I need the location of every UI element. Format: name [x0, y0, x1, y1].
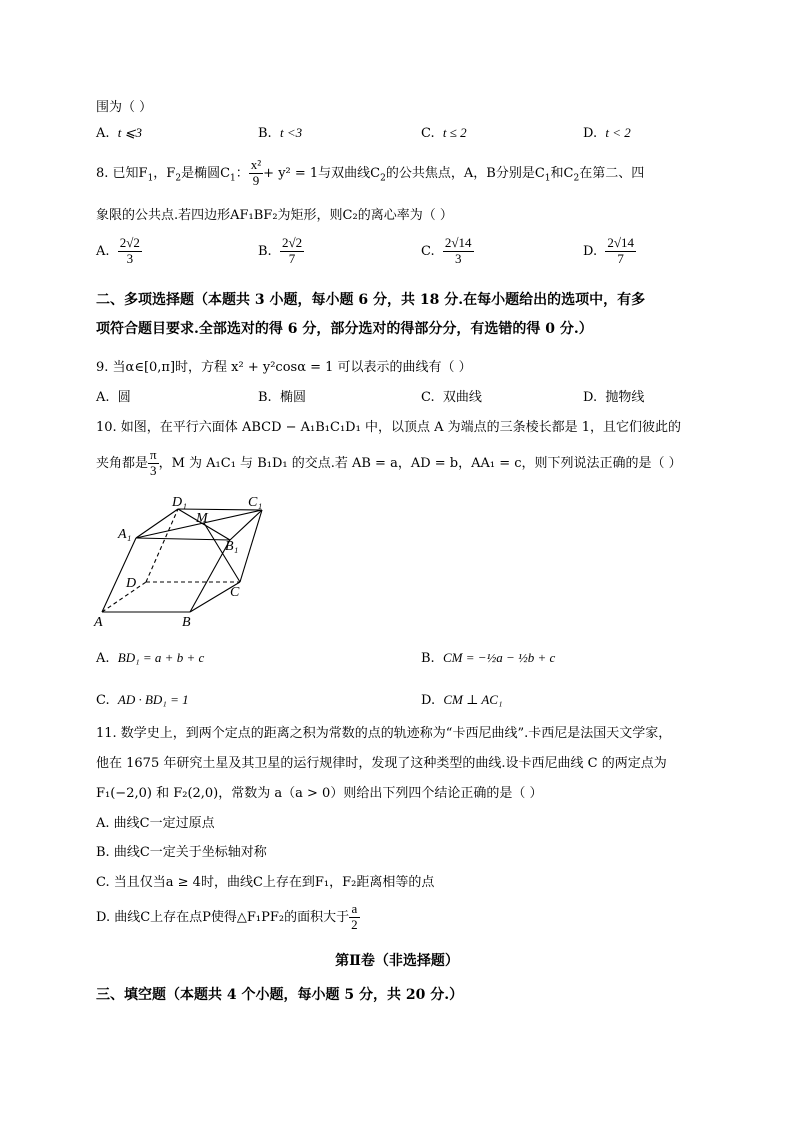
q11-option-c: C. 当且仅当a ≥ 4时，曲线C上存在到F₁，F₂距离相等的点 [96, 875, 435, 890]
q10-stem-line2: 夹角都是 $\frac{\pi}{3}$ ，M 为 A₁C₁ 与 B₁D₁ 的交点.若 AB = a，AD = b，AA₁ = c，则下列说法正确的是（ ） [96, 447, 682, 478]
label-C: C [230, 585, 240, 600]
q10-option-c: C. AD · BD₁ = 1 [96, 692, 189, 708]
q7-option-a: A. t ⩽3 [96, 125, 143, 141]
label-A: A [94, 615, 103, 630]
q9-option-c: C. 双曲线 [421, 390, 482, 405]
parallelepiped-figure [90, 492, 280, 632]
q10-option-b: B. CM = −½a − ½b + c [421, 650, 556, 666]
q7-tail: 围为（ ） [96, 100, 153, 115]
label-B1: B₁ [225, 539, 239, 554]
section3-heading: 三、填空题（本题共 4 个小题，每小题 5 分，共 20 分.） [96, 987, 464, 1003]
section2-heading-line1: 二、多项选择题（本题共 3 小题，每小题 6 分，共 18 分.在每小题给出的选项中，有多 [96, 292, 646, 308]
q11-option-d: D. 曲线C上存在点P使得△F₁PF₂的面积大于 $\frac{a}{2}$ [96, 901, 358, 932]
q11-option-b: B. 曲线C一定关于坐标轴对称 [96, 845, 267, 860]
q10-stem-line1: 10. 如图，在平行六面体 ABCD − A₁B₁C₁D₁ 中，以顶点 A 为端点的三条棱长都是 1，且它们彼此的 [96, 420, 681, 435]
edge-BB1 [190, 540, 230, 612]
label-C1: C₁ [248, 495, 263, 510]
label-A1: A₁ [118, 527, 132, 542]
q7-option-d: D. t < 2 [583, 125, 631, 141]
q9-stem: 9. 当α∈[0,π]时，方程 x² + y²cosα = 1 可以表示的曲线有（ ） [96, 360, 472, 375]
q8-option-d: D. $\frac{2√14}{7}$ [583, 235, 634, 266]
label-M: M [196, 511, 208, 526]
q8-option-b: B. $\frac{2√2}{7}$ [258, 235, 303, 266]
q8-option-a: A. $\frac{2√2}{3}$ [96, 235, 140, 266]
q10-option-a: A. BD₁ = a + b + c [96, 650, 205, 666]
label-D: D [126, 576, 137, 591]
section2-heading-line2: 项符合题目要求.全部选对的得 6 分，部分选对的得部分分，有选错的得 0 分.） [96, 321, 593, 337]
label-D1: D₁ [172, 495, 187, 510]
ellipse-fraction: $\frac{\text{x²}}{9}$ [250, 157, 262, 188]
q11-option-a: A. 曲线C一定过原点 [96, 816, 215, 831]
q10-option-d: D. CM ⊥ AC₁ [421, 692, 503, 708]
q8-option-c: C. $\frac{2√14}{3}$ [421, 235, 472, 266]
edge-A1B1 [136, 538, 230, 540]
q11-stem-line2: 他在 1675 年研究土星及其卫星的运行规律时，发现了这种类型的曲线.设卡西尼曲线 C 的两定点为 [96, 756, 667, 771]
part2-title: 第Ⅱ卷（非选择题） [335, 953, 459, 969]
q9-option-a: A. 圆 [96, 390, 131, 405]
edge-AA1 [102, 538, 136, 612]
label-B: B [182, 615, 191, 630]
q8-stem-line2: 象限的公共点.若四边形AF₁BF₂为矩形，则C₂的离心率为（ ） [96, 208, 453, 223]
q9-option-b: B. 椭圆 [258, 390, 306, 405]
q8-stem-line1: 8. 已知$F_1$，$F_2$是椭圆$C_1$： $\frac{\text{x²}}{9}$ + y² = 1与双曲线$C_2$的公共焦点，A，B分别是$C_1$和$C_2$在第二、四 [96, 157, 645, 188]
q7-option-c: C. t ≤ 2 [421, 125, 467, 141]
q7-option-b: B. t <3 [258, 125, 303, 141]
q9-option-d: D. 抛物线 [583, 390, 645, 405]
q11-stem-line3: F₁(−2,0) 和 F₂(2,0)，常数为 a（a > 0）则给出下列四个结论正确的是（ ） [96, 786, 543, 801]
q11-stem-line1: 11. 数学史上，到两个定点的距离之积为常数的点的轨迹称为“卡西尼曲线”.卡西尼是法国天文学家， [96, 726, 672, 741]
